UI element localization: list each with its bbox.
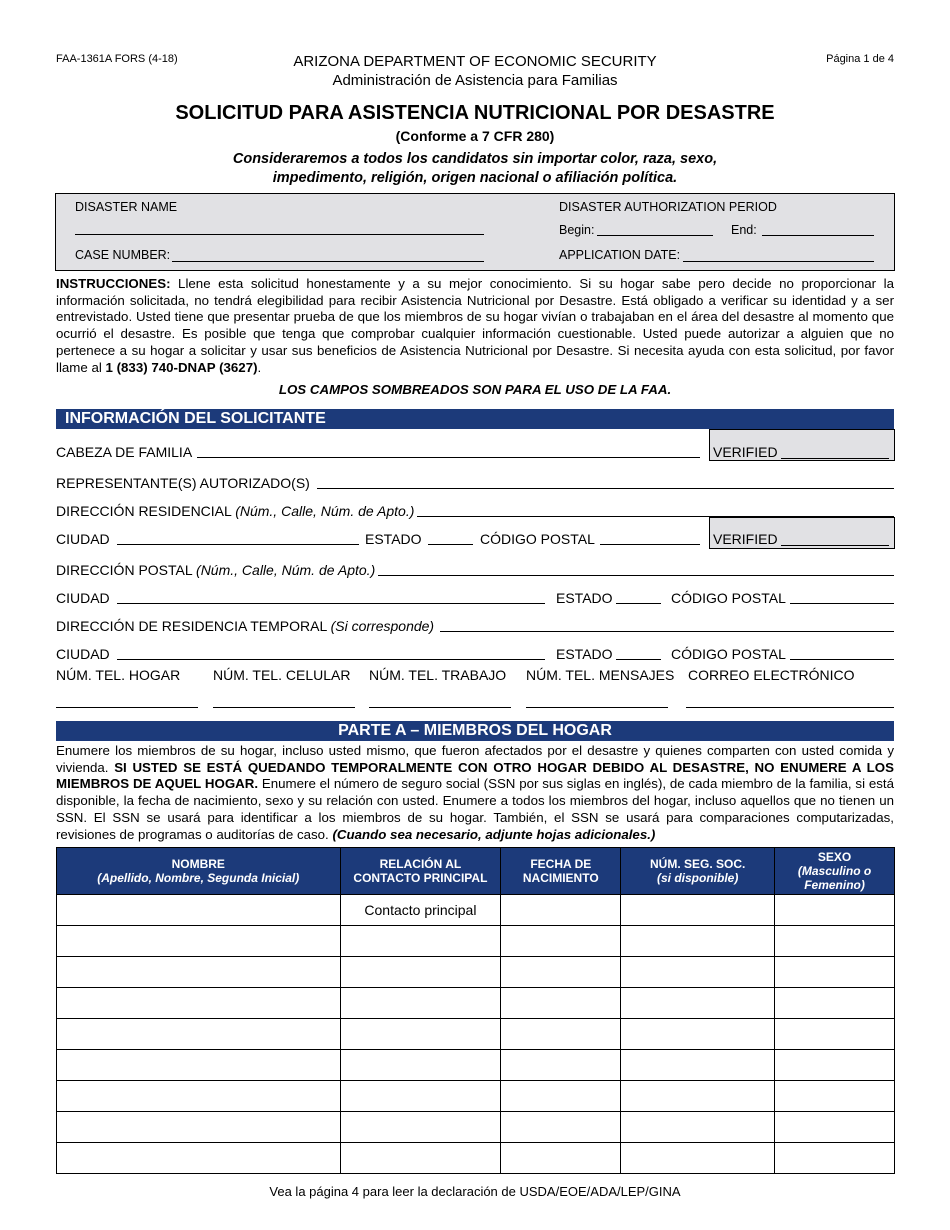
state-label-2: ESTADO <box>556 590 613 606</box>
part-a-attach-note: (Cuando sea necesario, adjunte hojas adicionales.) <box>332 826 656 842</box>
instructions-end: . <box>257 359 262 375</box>
ssn-cell[interactable] <box>621 1112 775 1143</box>
begin-label: Begin: <box>559 223 595 237</box>
sex-cell[interactable] <box>775 926 895 957</box>
verified-label-2: VERIFIED <box>713 531 778 547</box>
division-name: Administración de Asistencia para Familias <box>332 72 618 89</box>
sex-cell[interactable] <box>775 957 895 988</box>
work-phone-field[interactable] <box>369 707 511 708</box>
relation-cell[interactable] <box>340 1050 501 1081</box>
authorization-period-label: DISASTER AUTHORIZATION PERIOD <box>559 200 777 214</box>
table-row <box>57 988 895 1019</box>
part-a-text-1: Enumere los miembros de su hogar, incluso usted mismo, que fueron afectados por el desastre y quienes comparten con usted comida y vivienda. <box>56 743 894 775</box>
sex-cell[interactable] <box>775 895 895 926</box>
help-phone: 1 (833) 740-DNAP (3627) <box>105 359 258 375</box>
zip-field-3[interactable] <box>790 659 894 660</box>
name-cell[interactable] <box>57 1081 341 1112</box>
state-label-3: ESTADO <box>556 646 613 662</box>
name-cell[interactable] <box>57 988 341 1019</box>
temp-address-field[interactable] <box>440 631 894 632</box>
part-a-text-2: Enumere el número de seguro social (SSN por sus siglas en inglés), de cada miembro de la familia, si está disponible, la fecha de nacimiento, sexo y su relación con usted. Enumere a todos los miembros del hogar, incluso aquellos que no tienen un SSN. El SSN se usará para identificar a los miembros de su hogar. También, el SSN se usará para comparaciones computarizadas, revisiones de programas o auditorías de caso. <box>56 776 894 842</box>
name-cell[interactable] <box>57 926 341 957</box>
sex-cell[interactable] <box>775 988 895 1019</box>
begin-date-field[interactable] <box>597 235 713 236</box>
name-cell[interactable] <box>57 1019 341 1050</box>
city-field-2[interactable] <box>117 603 545 604</box>
home-phone-label: NÚM. TEL. HOGAR <box>56 667 181 683</box>
relation-cell: Contacto principal <box>340 895 501 926</box>
birthdate-cell[interactable] <box>501 1019 621 1050</box>
part-a-paragraph <box>56 743 894 843</box>
sex-cell[interactable] <box>775 1050 895 1081</box>
city-label-1: CIUDAD <box>56 531 110 547</box>
residential-address-label <box>56 503 414 519</box>
birthdate-cell[interactable] <box>501 926 621 957</box>
ssn-cell[interactable] <box>621 1019 775 1050</box>
table-row <box>57 1112 895 1143</box>
sex-cell[interactable] <box>775 1112 895 1143</box>
zip-field-2[interactable] <box>790 603 894 604</box>
applicant-section-title: INFORMACIÓN DEL SOLICITANTE <box>65 410 326 427</box>
name-cell[interactable] <box>57 1143 341 1174</box>
state-field-3[interactable] <box>616 659 661 660</box>
part-a-section-title: PARTE A – MIEMBROS DEL HOGAR <box>338 722 612 739</box>
part-a-warning: SI USTED SE ESTÁ QUEDANDO TEMPORALMENTE CON OTRO HOGAR DEBIDO AL DESASTRE, NO ENUMERE A LOS MIEMBROS DE AQUEL HOGAR. <box>56 759 894 792</box>
temp-address-hint: (Si corresponde) <box>330 618 435 634</box>
applicant-section-header <box>56 409 894 429</box>
nondiscrimination-line-2: impedimento, religión, origen nacional o afiliación política. <box>272 170 678 186</box>
temp-address-label <box>56 618 434 634</box>
table-row <box>57 1019 895 1050</box>
name-cell[interactable] <box>57 895 341 926</box>
page-subtitle: (Conforme a 7 CFR 280) <box>395 128 555 144</box>
verified-field-1[interactable] <box>781 458 889 459</box>
relation-cell[interactable] <box>340 1081 501 1112</box>
residential-address-text: DIRECCIÓN RESIDENCIAL <box>56 503 232 519</box>
sex-cell[interactable] <box>775 1081 895 1112</box>
work-phone-label: NÚM. TEL. TRABAJO <box>369 667 507 683</box>
relation-cell[interactable] <box>340 1019 501 1050</box>
name-cell[interactable] <box>57 1050 341 1081</box>
email-field[interactable] <box>686 707 894 708</box>
birthdate-cell[interactable] <box>501 1081 621 1112</box>
email-label: CORREO ELECTRÓNICO <box>688 667 855 683</box>
agency-name: ARIZONA DEPARTMENT OF ECONOMIC SECURITY <box>293 53 657 70</box>
ssn-cell[interactable] <box>621 1081 775 1112</box>
zip-label-1: CÓDIGO POSTAL <box>480 531 595 547</box>
zip-field-1[interactable] <box>600 544 700 545</box>
form-code: FAA-1361A FORS (4-18) <box>56 53 178 65</box>
end-label: End: <box>731 223 757 237</box>
head-of-household-field[interactable] <box>197 457 700 458</box>
disaster-name-label: DISASTER NAME <box>75 200 178 214</box>
instructions-label: INSTRUCCIONES: <box>56 276 171 291</box>
instructions-paragraph <box>56 276 894 376</box>
col-name-header: NOMBRE (Apellido, Nombre, Segunda Inicial) <box>57 848 341 895</box>
ssn-cell[interactable] <box>621 988 775 1019</box>
shaded-fields-note: LOS CAMPOS SOMBREADOS SON PARA EL USO DE LA FAA. <box>278 382 672 397</box>
message-phone-field[interactable] <box>526 707 668 708</box>
birthdate-cell[interactable] <box>501 1143 621 1174</box>
table-row <box>57 1050 895 1081</box>
col-birthdate-header: FECHA DE NACIMIENTO <box>501 848 621 895</box>
col-relation-header: RELACIÓN AL CONTACTO PRINCIPAL <box>340 848 501 895</box>
cell-phone-field[interactable] <box>213 707 355 708</box>
cell-phone-label: NÚM. TEL. CELULAR <box>213 667 351 683</box>
relation-cell[interactable] <box>340 988 501 1019</box>
message-phone-label: NÚM. TEL. MENSAJES <box>526 667 675 683</box>
city-field-1[interactable] <box>117 544 359 545</box>
relation-cell[interactable] <box>340 926 501 957</box>
name-cell[interactable] <box>57 957 341 988</box>
case-number-label: CASE NUMBER: <box>75 248 171 262</box>
footer-statement: Vea la página 4 para leer la declaración de USDA/EOE/ADA/LEP/GINA <box>269 1184 681 1199</box>
authorized-rep-field[interactable] <box>317 488 894 489</box>
state-label-1: ESTADO <box>365 531 422 547</box>
temp-address-text: DIRECCIÓN DE RESIDENCIA TEMPORAL <box>56 618 327 634</box>
birthdate-cell[interactable] <box>501 957 621 988</box>
table-header-row <box>57 848 895 895</box>
table-row <box>57 926 895 957</box>
mailing-address-hint: (Núm., Calle, Núm. de Apto.) <box>196 562 376 578</box>
city-label-3: CIUDAD <box>56 646 110 662</box>
relation-cell[interactable] <box>340 1112 501 1143</box>
page-number: Página 1 de 4 <box>826 53 894 65</box>
home-phone-field[interactable] <box>56 707 198 708</box>
city-field-3[interactable] <box>117 659 545 660</box>
table-row <box>57 1143 895 1174</box>
table-row <box>57 957 895 988</box>
head-of-household-label: CABEZA DE FAMILIA <box>56 444 193 460</box>
city-label-2: CIUDAD <box>56 590 110 606</box>
ssn-cell[interactable] <box>621 895 775 926</box>
birthdate-cell[interactable] <box>501 895 621 926</box>
col-ssn-header: NÚM. SEG. SOC. (si disponible) <box>621 848 775 895</box>
verified-field-2[interactable] <box>781 545 889 546</box>
birthdate-cell[interactable] <box>501 1050 621 1081</box>
residential-address-hint: (Núm., Calle, Núm. de Apto.) <box>235 503 415 519</box>
ssn-cell[interactable] <box>621 957 775 988</box>
zip-label-3: CÓDIGO POSTAL <box>671 646 786 662</box>
part-a-section-header <box>56 721 894 741</box>
mailing-address-label <box>56 562 375 578</box>
nondiscrimination-line-1: Consideraremos a todos los candidatos sin importar color, raza, sexo, <box>232 151 718 167</box>
birthdate-cell[interactable] <box>501 988 621 1019</box>
authorized-rep-label: REPRESENTANTE(S) AUTORIZADO(S) <box>56 475 310 491</box>
state-field-2[interactable] <box>616 603 661 604</box>
case-number-field[interactable] <box>172 261 484 262</box>
birthdate-cell[interactable] <box>501 1112 621 1143</box>
mailing-address-field[interactable] <box>378 575 894 576</box>
ssn-cell[interactable] <box>621 1050 775 1081</box>
verified-label-1: VERIFIED <box>713 444 778 460</box>
table-row <box>57 1081 895 1112</box>
page-title: SOLICITUD PARA ASISTENCIA NUTRICIONAL POR DESASTRE <box>175 102 775 124</box>
ssn-cell[interactable] <box>621 1143 775 1174</box>
state-field-1[interactable] <box>428 544 473 545</box>
col-sex-header: SEXO (Masculino o Femenino) <box>775 848 895 895</box>
relation-cell[interactable] <box>340 957 501 988</box>
sex-cell[interactable] <box>775 1019 895 1050</box>
application-date-field[interactable] <box>683 261 874 262</box>
instructions-text: Llene esta solicitud honestamente y a su mejor conocimiento. Si su hogar sabe pero decide no proporcionar la información solicitada, no tendrá elegibilidad para recibir Asistencia Nutricional por Desastre. Está obligado a verificar su identidad y a ser entrevistado. Usted tiene que presentar prueba de que los miembros de su hogar vivían o trabajaban en el área del desastre al momento que ocurrió el desastre. Es posible que tenga que comprobar cualquier información cuestionable. Usted puede autorizar a alguien que no pertenece a su hogar a solicitar y usar sus beneficios de Asistencia Nutricional por Desastre. Si necesita ayuda con esta solicitud, por favor llame al <box>56 276 894 375</box>
application-date-label: APPLICATION DATE: <box>559 248 681 262</box>
household-members-table <box>56 847 895 1174</box>
mailing-address-text: DIRECCIÓN POSTAL <box>56 562 193 578</box>
disaster-name-field[interactable] <box>75 234 484 235</box>
relation-cell[interactable] <box>340 1143 501 1174</box>
end-date-field[interactable] <box>762 235 874 236</box>
sex-cell[interactable] <box>775 1143 895 1174</box>
name-cell[interactable] <box>57 1112 341 1143</box>
table-row <box>57 895 895 926</box>
ssn-cell[interactable] <box>621 926 775 957</box>
zip-label-2: CÓDIGO POSTAL <box>671 590 786 606</box>
